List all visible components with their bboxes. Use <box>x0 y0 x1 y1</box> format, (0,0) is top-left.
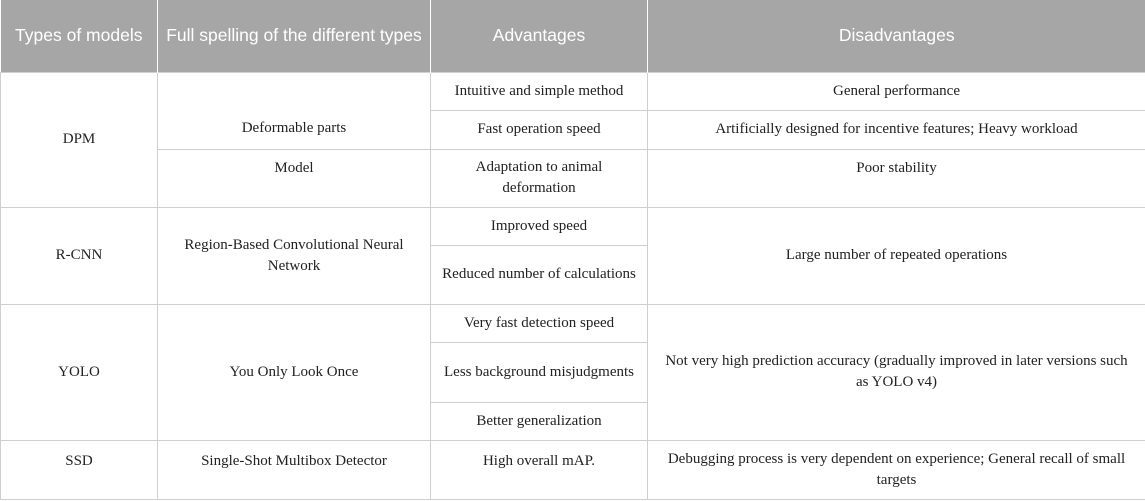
full-spelling-yolo: You Only Look Once <box>158 304 431 440</box>
advantage-cell: Intuitive and simple method <box>431 72 648 110</box>
advantage-cell: Fast operation speed <box>431 110 648 149</box>
table-header <box>1 0 1145 72</box>
table-row <box>1 207 1145 245</box>
header-types-of-models: Types of models <box>1 0 158 72</box>
advantage-cell: Better generalization <box>431 402 648 440</box>
type-cell-yolo: YOLO <box>1 304 158 440</box>
type-cell-dpm: DPM <box>1 72 158 207</box>
table-row <box>1 149 1145 207</box>
full-spelling-dpm-2: Model <box>158 149 431 207</box>
advantage-cell: Improved speed <box>431 207 648 245</box>
header-disadvantages: Disadvantages <box>648 0 1145 72</box>
disadvantage-cell: General performance <box>648 72 1145 110</box>
table-row <box>1 440 1145 499</box>
type-cell-rcnn: R-CNN <box>1 207 158 304</box>
advantage-cell: Less background misjudgments <box>431 342 648 402</box>
advantage-cell: Adaptation to animal deformation <box>431 149 648 207</box>
full-spelling-rcnn: Region-Based Convolutional Neural Network <box>158 207 431 304</box>
table-row <box>1 72 1145 110</box>
full-spelling-dpm-1: Deformable parts <box>158 72 431 149</box>
advantage-cell-ssd: High overall mAP. <box>431 440 648 499</box>
disadvantage-cell-rcnn: Large number of repeated operations <box>648 207 1145 304</box>
table-row <box>1 304 1145 342</box>
advantage-cell: Reduced number of calculations <box>431 245 648 304</box>
advantage-cell: Very fast detection speed <box>431 304 648 342</box>
table-body <box>1 72 1145 499</box>
disadvantage-cell: Poor stability <box>648 149 1145 207</box>
header-full-spelling: Full spelling of the different types <box>158 0 431 72</box>
disadvantage-cell-ssd: Debugging process is very dependent on experience; General recall of small targets <box>648 440 1145 499</box>
header-advantages: Advantages <box>431 0 648 72</box>
disadvantage-cell: Artificially designed for incentive features; Heavy workload <box>648 110 1145 149</box>
full-spelling-ssd: Single-Shot Multibox Detector <box>158 440 431 499</box>
disadvantage-cell-yolo: Not very high prediction accuracy (gradually improved in later versions such as YOLO v4) <box>648 304 1145 440</box>
header-row <box>1 0 1145 72</box>
type-cell-ssd: SSD <box>1 440 158 499</box>
